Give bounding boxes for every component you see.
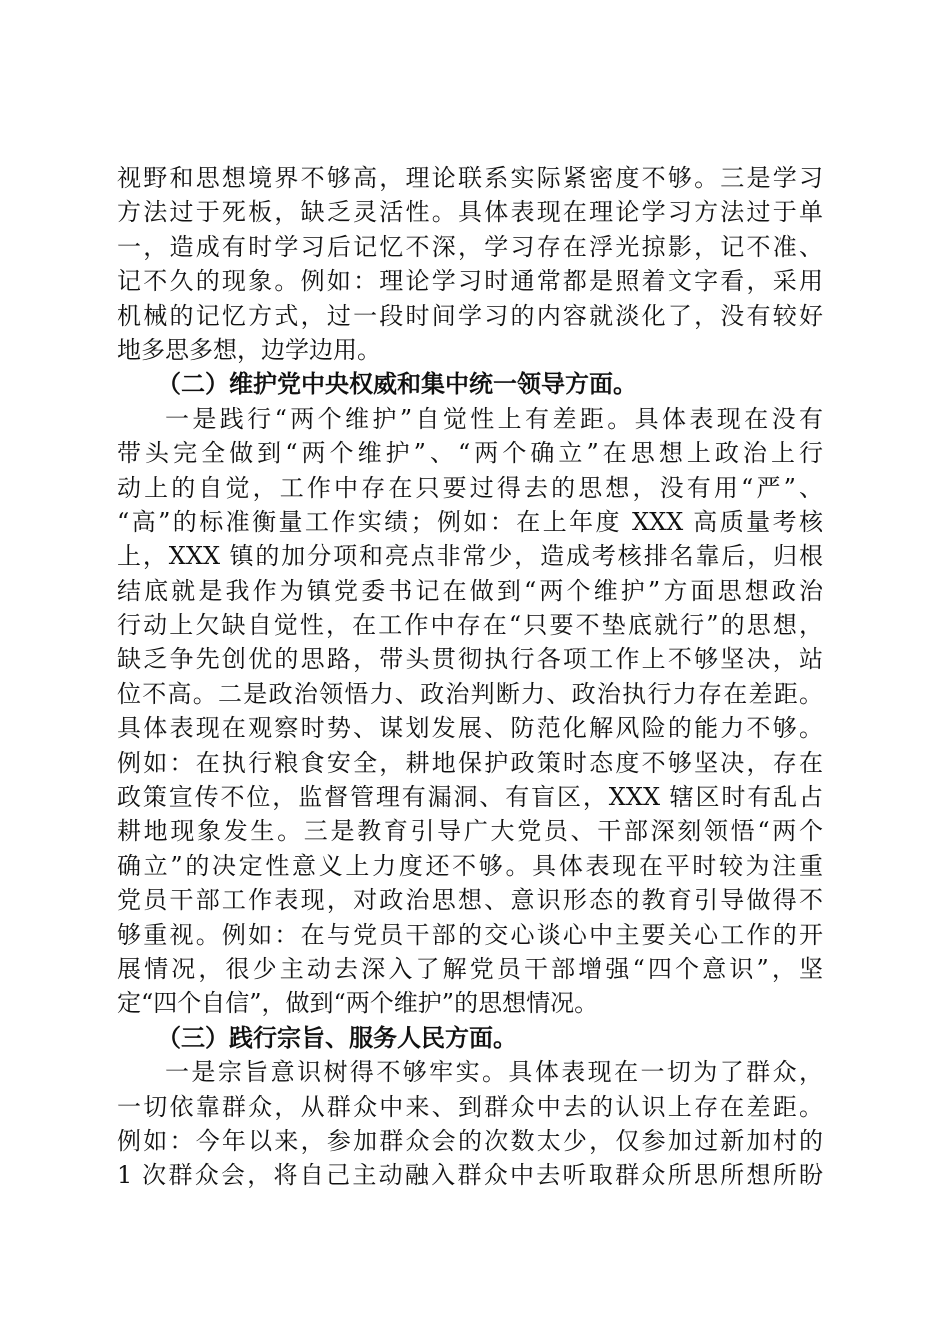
- text-line: “高”的标准衡量工作实绩；例如：在上年度 XXX 高质量考核: [117, 507, 823, 536]
- text-line: 例如：在执行粮食安全，耕地保护政策时态度不够坚决，存在: [117, 748, 823, 777]
- text-line: 带头完全做到“两个维护”、“两个确立”在思想上政治上行: [117, 439, 823, 468]
- document-page: [117, 161, 823, 1193]
- text-line: 缺乏争先创优的思路，带头贯彻执行各项工作上不够坚决，站: [117, 645, 823, 674]
- section-heading-2: （二）维护党中央权威和集中统一领导方面。: [157, 369, 637, 399]
- text-line: 机械的记忆方式，过一段时间学习的内容就淡化了，没有较好: [117, 301, 823, 330]
- text-line: 方法过于死板，缺乏灵活性。具体表现在理论学习方法过于单: [117, 198, 823, 227]
- text-line: 结底就是我作为镇党委书记在做到“两个维护”方面思想政治: [117, 576, 823, 605]
- text-line: 耕地现象发生。三是教育引导广大党员、干部深刻领悟“两个: [117, 817, 823, 846]
- text-line: 记不久的现象。例如：理论学习时通常都是照着文字看，采用: [117, 267, 823, 296]
- text-line: 一，造成有时学习后记忆不深，学习存在浮光掠影，记不准、: [117, 232, 823, 261]
- text-line: 位不高。二是政治领悟力、政治判断力、政治执行力存在差距。: [117, 679, 823, 708]
- text-line: 政策宣传不位，监督管理有漏洞、有盲区，XXX 辖区时有乱占: [117, 783, 823, 812]
- text-line: 一是宗旨意识树得不够牢实。具体表现在一切为了群众，: [165, 1058, 823, 1087]
- text-line: 例如：今年以来，参加群众会的次数太少，仅参加过新加村的: [117, 1126, 823, 1155]
- section-heading-3: （三）践行宗旨、服务人民方面。: [157, 1022, 517, 1052]
- text-line: 一是践行“两个维护”自觉性上有差距。具体表现在没有: [165, 404, 823, 433]
- text-line: 视野和思想境界不够高，理论联系实际紧密度不够。三是学习: [117, 164, 823, 192]
- text-line: 定“四个自信”，做到“两个维护”的思想情况。: [117, 989, 599, 1018]
- text-line: 展情况，很少主动去深入了解党员干部增强“四个意识”，坚: [117, 954, 823, 983]
- text-line: 动上的自觉，工作中存在只要过得去的思想，没有用“严”、: [117, 473, 823, 502]
- text-line: 党员干部工作表现，对政治思想、意识形态的教育引导做得不: [117, 886, 823, 915]
- text-line: 1 次群众会，将自己主动融入群众中去听取群众所思所想所盼: [117, 1161, 823, 1190]
- text-line: 地多思多想，边学边用。: [117, 335, 381, 364]
- text-line: 行动上欠缺自觉性，在工作中存在“只要不垫底就行”的思想，: [117, 611, 823, 640]
- text-line: 具体表现在观察时势、谋划发展、防范化解风险的能力不够。: [117, 714, 823, 743]
- text-line: 一切依靠群众，从群众中来、到群众中去的认识上存在差距。: [117, 1092, 823, 1121]
- text-line: 确立”的决定性意义上力度还不够。具体表现在平时较为注重: [117, 851, 823, 880]
- text-line: 够重视。例如：在与党员干部的交心谈心中主要关心工作的开: [117, 920, 823, 949]
- text-line: 上，XXX 镇的加分项和亮点非常少，造成考核排名靠后，归根: [117, 542, 823, 571]
